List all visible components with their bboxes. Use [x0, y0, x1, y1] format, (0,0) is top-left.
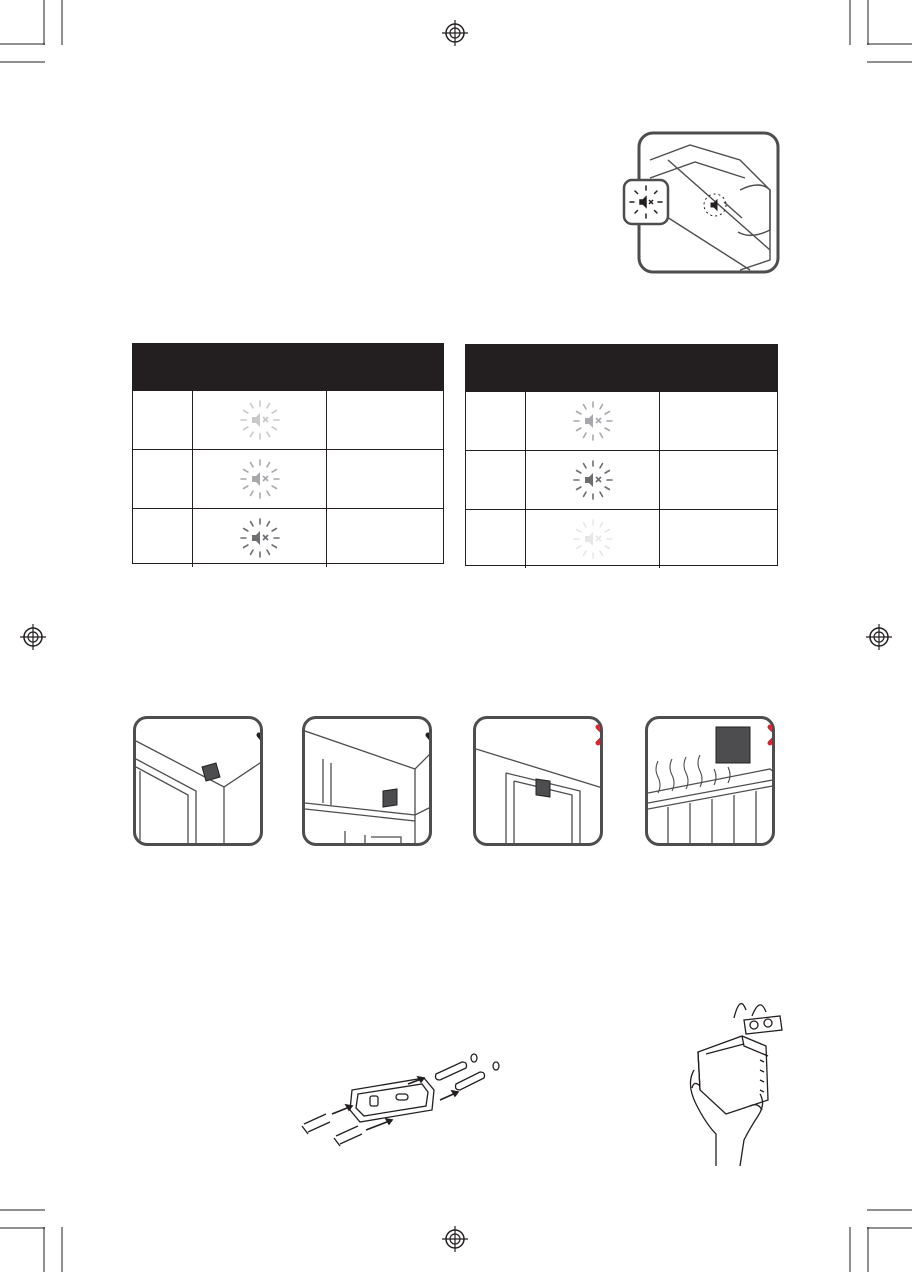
row-result: [326, 509, 443, 567]
table-row: [466, 509, 777, 568]
row-result: [659, 392, 777, 450]
signal-table-header: [133, 344, 443, 390]
indicator-dark-icon: [525, 451, 659, 509]
table-row: [133, 449, 443, 508]
indicator-gray-icon: [525, 392, 659, 450]
placement-example-above-door: [473, 716, 603, 846]
row-label: [466, 392, 525, 450]
signal-table-left: [132, 343, 444, 564]
placement-example-above-radiator: [645, 716, 775, 846]
row-result: [659, 510, 777, 568]
placement-example-corner: [133, 716, 263, 846]
wall-bracket-mounting-illustration: [296, 1048, 516, 1148]
row-result: [659, 451, 777, 509]
indicator-dark-icon: [192, 509, 326, 567]
indicator-faint-icon: [525, 510, 659, 568]
indicator-light-icon: [192, 391, 326, 449]
indicator-gray-icon: [192, 450, 326, 508]
device-attach-illustration: [676, 990, 786, 1166]
row-label: [466, 451, 525, 509]
placement-example-shelf: [302, 716, 432, 846]
signal-table-header: [466, 345, 777, 391]
table-row: [133, 390, 443, 449]
signal-table-right: [465, 344, 778, 566]
row-result: [326, 391, 443, 449]
row-label: [133, 391, 192, 449]
row-label: [466, 510, 525, 568]
mute-button-illustration: [620, 130, 782, 276]
table-row: [133, 508, 443, 567]
row-label: [133, 450, 192, 508]
row-result: [326, 450, 443, 508]
table-row: [466, 391, 777, 450]
table-row: [466, 450, 777, 509]
row-label: [133, 509, 192, 567]
